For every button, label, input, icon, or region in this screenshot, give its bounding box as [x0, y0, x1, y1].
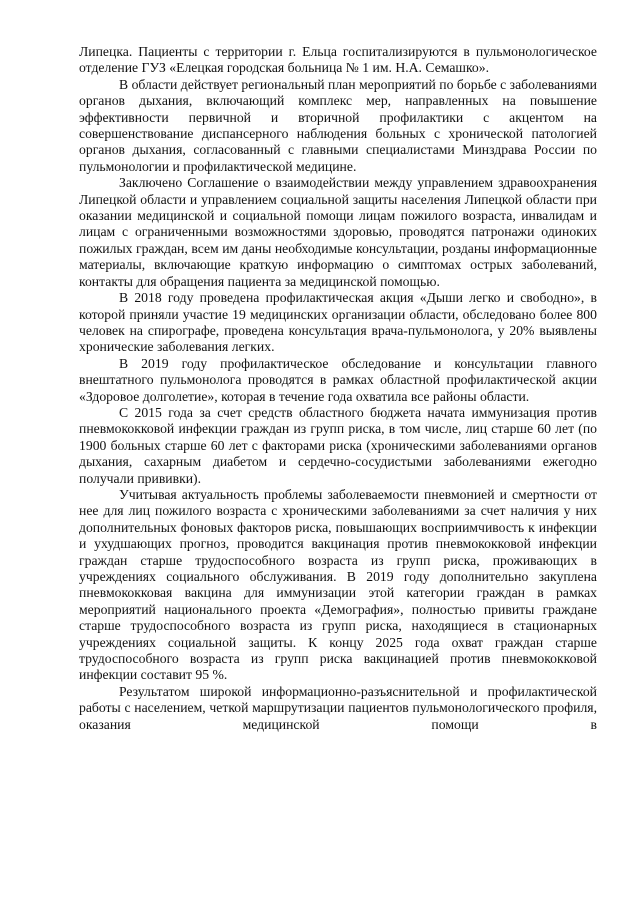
paragraph-2018-campaign: В 2018 году проведена профилактическая акция «Дыши легко и свободно», в которой приняли участие 19 медицинских организации области, обследовано более 800 человек на спирографе, проведена консультация врача-пульмонолога, у 20% выявлены хронические заболевания легких.	[79, 290, 597, 355]
paragraph-2019-campaign: В 2019 году профилактическое обследование и консультации главного внештатного пульмонолога проводятся в рамках областной профилактической акции «Здоровое долголетие», которая в течение года охватила все районы области.	[79, 355, 597, 404]
paragraph-continuation: Липецка. Пациенты с территории г. Ельца госпитализируются в пульмонологическое отделение ГУЗ «Елецкая городская больница № 1 им. Н.А. Семашко».	[79, 44, 597, 76]
paragraph-agreement: Заключено Соглашение о взаимодействии между управлением здравоохранения Липецкой области и управлением социальной защиты населения Липецкой области при оказании медицинской и социальной помощи лицам пожилого возраста, инвалидам и лицам с ограниченными возможностями здоровью, проводятся патронажи одиноких пожилых граждан, всем им даны необходимые консультации, розданы информационные материалы, включающие краткую информацию о симптомах острых заболеваний, контакты для обращения пациента за медицинской помощью.	[79, 175, 597, 289]
paragraph-regional-plan: В области действует региональный план мероприятий по борьбе с заболеваниями органов дыхания, включающий комплекс мер, направленных на повышение эффективности первичной и вторичной профилактики с акцентом на совершенствование диспансерного наблюдения больных с хронической патологией органов дыхания, согласованный с главными специалистами Минздрава России по пульмонологии и профилактической медицине.	[79, 76, 597, 174]
paragraph-vaccination: Учитывая актуальность проблемы заболеваемости пневмонией и смертности от нее для лиц пожилого возраста с хроническими заболеваниями за счет наличия у них дополнительных фоновых факторов риска, повышающих восприимчивость к инфекции и ухудшающих прогноз, проводится вакцинация против пневмококковой инфекции граждан старше трудоспособного возраста из групп риска, проживающих в учреждениях социального обслуживания. В 2019 году дополнительно закуплена пневмококковая вакцина для иммунизации этой категории граждан в рамках мероприятий национального проекта «Демография», полностью привиты граждане старше трудоспособного возраста из групп риска, находящиеся в стационарных учреждениях социальной защиты. К концу 2025 года охват граждан старше трудоспособного возраста из групп риска вакцинацией против пневмококковой инфекции составит 95 %.	[79, 486, 597, 683]
paragraph-immunization-2015: С 2015 года за счет средств областного бюджета начата иммунизация против пневмококковой инфекции граждан из групп риска, в том числе, лиц старше 60 лет (по 1900 больных старше 60 лет с факторами риска (хроническими заболеваниями органов дыхания, сахарным диабетом и сердечно-сосудистыми заболеваниями ежегодно получали прививки).	[79, 404, 597, 486]
paragraph-results: Результатом широкой информационно-разъяснительной и профилактической работы с населением, четкой маршрутизации пациентов пульмонологического профиля, оказания медицинской помощи в	[79, 683, 597, 732]
document-body	[79, 44, 597, 733]
